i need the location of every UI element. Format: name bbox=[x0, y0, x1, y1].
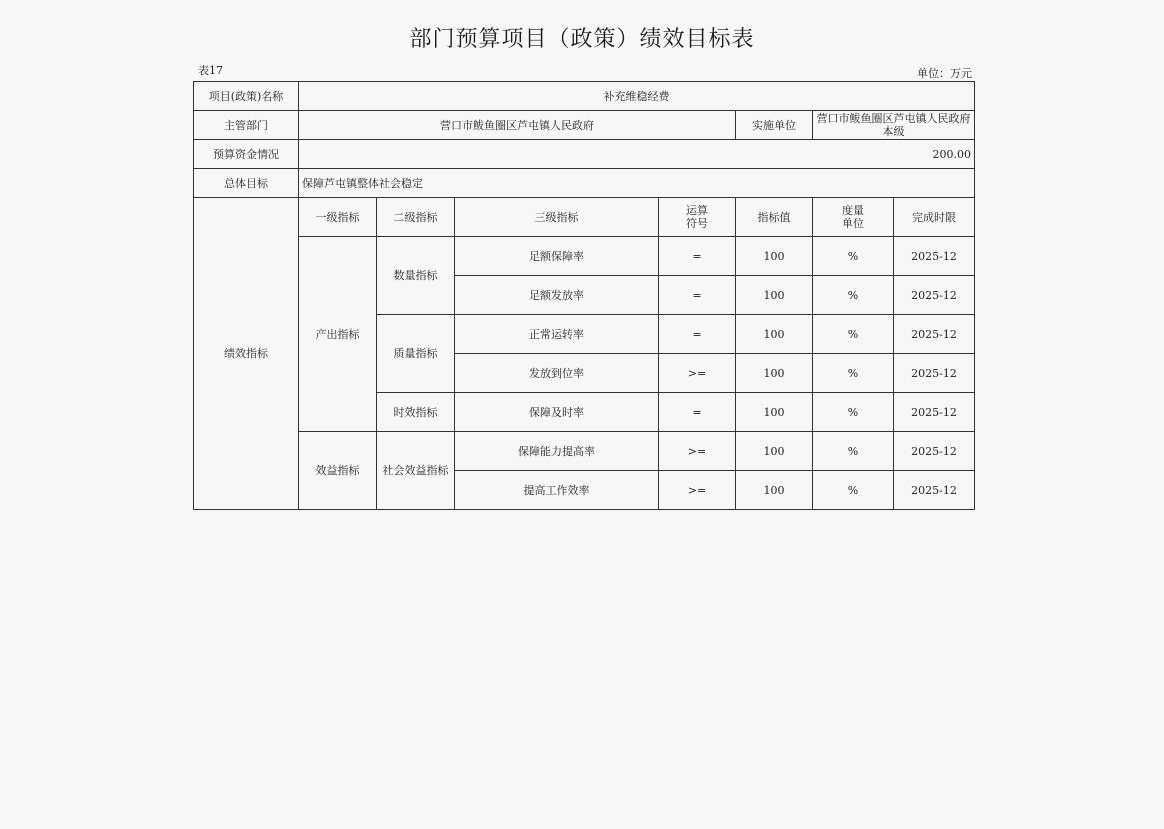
quality-indicator-group: 质量指标 bbox=[377, 315, 455, 393]
indicator-unit: % bbox=[813, 432, 894, 471]
indicator-name: 正常运转率 bbox=[455, 315, 659, 354]
indicator-value: 100 bbox=[736, 393, 813, 432]
indicator-deadline: 2025-12 bbox=[894, 237, 975, 276]
indicator-value: 100 bbox=[736, 432, 813, 471]
department-row bbox=[194, 111, 975, 140]
indicator-unit: % bbox=[813, 471, 894, 510]
timeliness-indicator-group: 时效指标 bbox=[377, 393, 455, 432]
overall-goal-row bbox=[194, 169, 975, 198]
indicator-unit: % bbox=[813, 315, 894, 354]
budget-fund-row bbox=[194, 140, 975, 169]
indicator-value: 100 bbox=[736, 276, 813, 315]
indicator-operator: = bbox=[659, 393, 736, 432]
indicator-operator: >= bbox=[659, 354, 736, 393]
indicator-name: 发放到位率 bbox=[455, 354, 659, 393]
performance-indicator-label: 绩效指标 bbox=[194, 198, 299, 510]
project-name-value: 补充维稳经费 bbox=[299, 82, 975, 111]
implementing-unit-value: 营口市鲅鱼圈区芦屯镇人民政府本级 bbox=[813, 111, 975, 140]
output-indicator-group: 产出指标 bbox=[299, 237, 377, 432]
table-row bbox=[194, 432, 975, 471]
unit-header: 度量 单位 bbox=[813, 198, 894, 237]
level1-header: 一级指标 bbox=[299, 198, 377, 237]
overall-goal-value: 保障芦屯镇整体社会稳定 bbox=[299, 169, 975, 198]
indicator-deadline: 2025-12 bbox=[894, 432, 975, 471]
indicator-name: 足额保障率 bbox=[455, 237, 659, 276]
budget-fund-label: 预算资金情况 bbox=[194, 140, 299, 169]
implementing-unit-label: 实施单位 bbox=[736, 111, 813, 140]
table-row bbox=[194, 237, 975, 276]
unit-label: 单位：万元 bbox=[917, 67, 972, 80]
indicator-operator: >= bbox=[659, 432, 736, 471]
overall-goal-label: 总体目标 bbox=[194, 169, 299, 198]
performance-table bbox=[193, 81, 975, 510]
indicator-unit: % bbox=[813, 237, 894, 276]
indicator-unit: % bbox=[813, 354, 894, 393]
indicator-value: 100 bbox=[736, 237, 813, 276]
indicator-name: 提高工作效率 bbox=[455, 471, 659, 510]
department-value: 营口市鲅鱼圈区芦屯镇人民政府 bbox=[299, 111, 736, 140]
indicator-deadline: 2025-12 bbox=[894, 354, 975, 393]
indicator-unit: % bbox=[813, 276, 894, 315]
indicator-operator: = bbox=[659, 237, 736, 276]
indicator-name: 足额发放率 bbox=[455, 276, 659, 315]
value-header: 指标值 bbox=[736, 198, 813, 237]
deadline-header: 完成时限 bbox=[894, 198, 975, 237]
indicator-operator: >= bbox=[659, 471, 736, 510]
benefit-indicator-group: 效益指标 bbox=[299, 432, 377, 510]
indicator-deadline: 2025-12 bbox=[894, 393, 975, 432]
budget-fund-value: 200.00 bbox=[299, 140, 975, 169]
social-benefit-indicator-group: 社会效益指标 bbox=[377, 432, 455, 510]
indicator-value: 100 bbox=[736, 315, 813, 354]
indicator-deadline: 2025-12 bbox=[894, 315, 975, 354]
operator-header: 运算 符号 bbox=[659, 198, 736, 237]
indicator-operator: = bbox=[659, 315, 736, 354]
page-title: 部门预算项目（政策）绩效目标表 bbox=[409, 27, 755, 52]
indicator-unit: % bbox=[813, 393, 894, 432]
project-name-label: 项目(政策)名称 bbox=[194, 82, 299, 111]
indicator-name: 保障能力提高率 bbox=[455, 432, 659, 471]
quantity-indicator-group: 数量指标 bbox=[377, 237, 455, 315]
indicator-operator: = bbox=[659, 276, 736, 315]
indicator-deadline: 2025-12 bbox=[894, 471, 975, 510]
header-row bbox=[194, 198, 975, 237]
level3-header: 三级指标 bbox=[455, 198, 659, 237]
project-name-row bbox=[194, 82, 975, 111]
table-number: 表17 bbox=[198, 64, 223, 77]
indicator-deadline: 2025-12 bbox=[894, 276, 975, 315]
indicator-value: 100 bbox=[736, 471, 813, 510]
level2-header: 二级指标 bbox=[377, 198, 455, 237]
indicator-name: 保障及时率 bbox=[455, 393, 659, 432]
department-label: 主管部门 bbox=[194, 111, 299, 140]
indicator-value: 100 bbox=[736, 354, 813, 393]
